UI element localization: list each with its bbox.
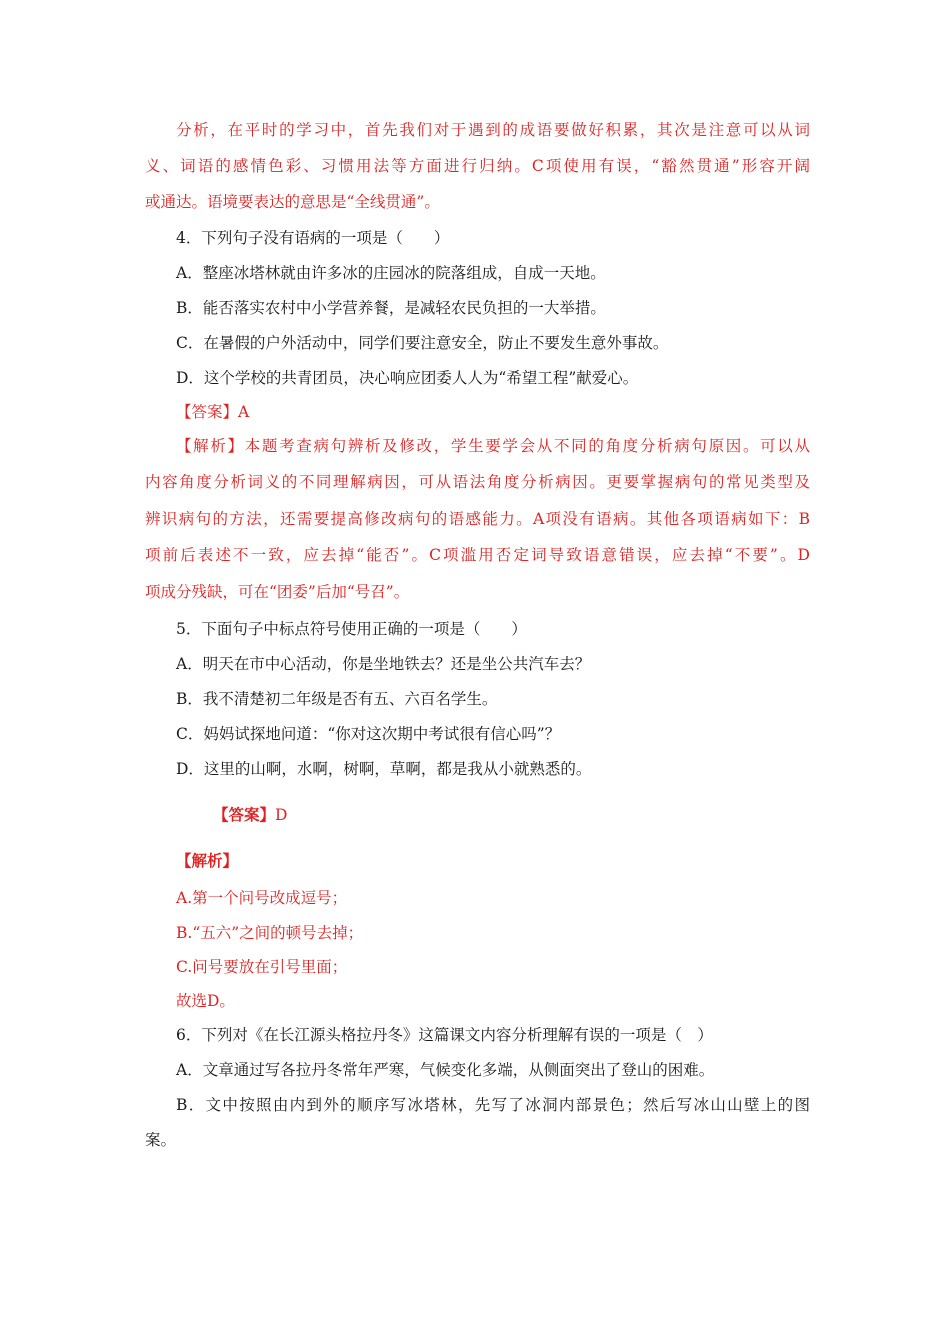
q5-answer-label: 【答案】 — [213, 805, 276, 824]
q4-option-c: C．在暑假的户外活动中，同学们要注意安全，防止不要发生意外事故。 — [176, 334, 669, 352]
q5-answer-value: D — [275, 806, 288, 824]
q6-option-b: B．文中按照由内到外的顺序写冰塔林，先写了冰洞内部景色；然后写冰山山壁上的图 — [176, 1096, 810, 1114]
q5-stem: 5．下面句子中标点符号使用正确的一项是（ ） — [176, 620, 527, 638]
q6-option-b-continuation: 案。 — [145, 1131, 177, 1149]
q6-option-a: A．文章通过写各拉丹冬常年严寒，气候变化多端，从侧面突出了登山的困难。 — [176, 1061, 715, 1079]
q5-option-d: D．这里的山啊，水啊，树啊，草啊，都是我从小就熟悉的。 — [176, 760, 592, 778]
analysis-line-3: 或通达。语境要表达的意思是“全线贯通”。 — [145, 193, 440, 211]
q4-option-d: D．这个学校的共青团员，决心响应团委人人为“希望工程”献爱心。 — [176, 369, 639, 387]
q4-option-a: A．整座冰塔林就由许多冰的庄园冰的院落组成，自成一天地。 — [176, 264, 606, 282]
analysis-line-2: 义、词语的感情色彩、习惯用法等方面进行归纳。C项使用有误，“豁然贯通”形容开阔 — [145, 157, 810, 175]
q4-option-b: B．能否落实农村中小学营养餐，是减轻农民负担的一大举措。 — [176, 299, 606, 317]
q5-explanation-a: A.第一个问号改成逗号； — [176, 889, 348, 907]
q4-explanation-line-2: 内容角度分析词义的不同理解病因，可从语法角度分析病因。更要掌握病句的常见类型及 — [145, 473, 810, 491]
q5-explanation-label: 【解析】 — [176, 851, 239, 870]
q5-answer — [213, 803, 810, 827]
analysis-line-1: 分析，在平时的学习中，首先我们对于遇到的成语要做好积累，其次是注意可以从词 — [176, 121, 810, 139]
q4-stem: 4．下列句子没有语病的一项是（ ） — [176, 229, 450, 247]
q5-option-a: A．明天在市中心活动，你是坐地铁去？还是坐公共汽车去？ — [176, 655, 591, 673]
q4-answer: 【答案】A — [176, 403, 250, 421]
q5-explanation-b: B.“五六”之间的顿号去掉； — [176, 924, 364, 942]
q4-explanation-line-3: 辨识病句的方法，还需要提高修改病句的语感能力。A项没有语病。其他各项语病如下：B — [145, 510, 810, 528]
q5-option-c: C．妈妈试探地问道：“你对这次期中考试很有信心吗”？ — [176, 725, 561, 743]
q5-explanation-conclusion: 故选D。 — [176, 992, 235, 1010]
q4-explanation-line-4: 项前后表述不一致，应去掉“能否”。C项滥用否定词导致语意错误，应去掉“不要”。D — [145, 546, 810, 564]
q6-stem: 6．下列对《在长江源头格拉丹冬》这篇课文内容分析理解有误的一项是（ ） — [176, 1026, 713, 1044]
q5-explanation-c: C.问号要放在引号里面； — [176, 958, 348, 976]
q4-explanation-line-1: 【解析】本题考查病句辨析及修改，学生要学会从不同的角度分析病句原因。可以从 — [176, 437, 810, 455]
q4-explanation-line-5: 项成分残缺，可在“团委”后加“号召”。 — [145, 583, 410, 601]
q5-option-b: B．我不清楚初二年级是否有五、六百名学生。 — [176, 690, 498, 708]
